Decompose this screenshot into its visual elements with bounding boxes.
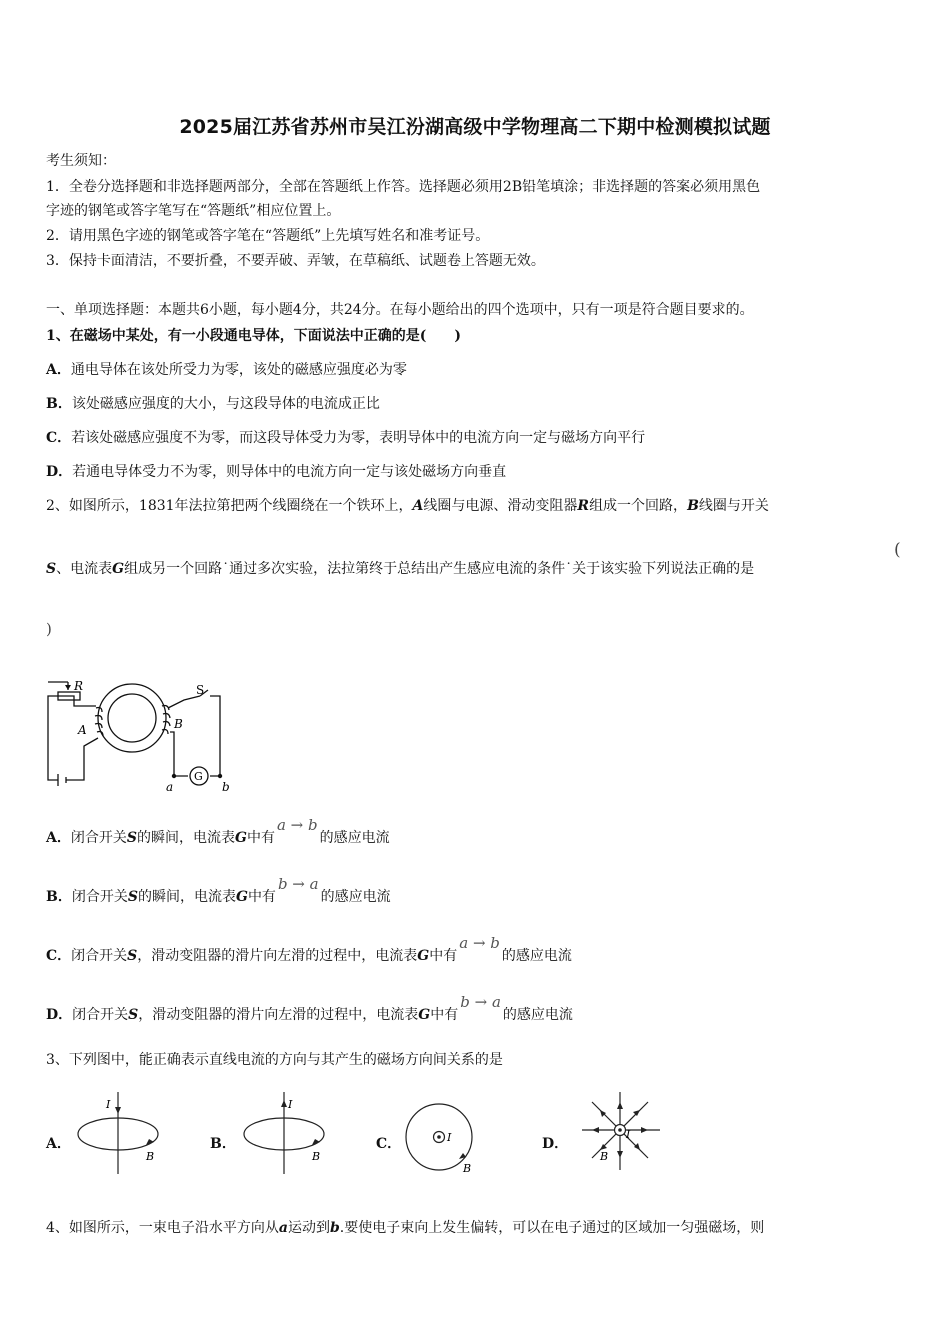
q3c-current-label: I: [447, 1131, 452, 1144]
faraday-ring-figure: [44, 676, 244, 796]
q3a-current-label: I: [106, 1098, 111, 1111]
notice-item: 字迹的钢笔或答字笔写在“答题纸”相应位置上。: [46, 203, 341, 219]
question-3-stem: 3、下列图中，能正确表示直线电流的方向与其产生的磁场方向间关系的是: [46, 1052, 503, 1068]
q3d-field-label: B: [600, 1150, 609, 1163]
q1-option-c[interactable]: C．若该处磁感应强度不为零，而这段导体受力为零，表明导体中的电流方向一定与磁场方向平行: [46, 430, 646, 446]
question-1-stem: 1、在磁场中某处，有一小段通电导体，下面说法中正确的是( ): [46, 328, 461, 344]
q1-option-b[interactable]: B．该处磁感应强度的大小，与这段导体的电流成正比: [46, 396, 380, 412]
notice-item: 3．保持卡面清洁，不要折叠，不要弄破、弄皱，在草稿纸、试题卷上答题无效。: [46, 253, 545, 269]
q3-option-b-label[interactable]: B．: [210, 1136, 236, 1152]
q1-option-d[interactable]: D．若通电导体受力不为零，则导体中的电流方向一定与该处磁场方向垂直: [46, 464, 507, 480]
q3-option-c-label[interactable]: C．: [376, 1136, 402, 1152]
notice-item: 2．请用黑色字迹的钢笔或答字笔在“答题纸”上先填写姓名和准考证号。: [46, 228, 490, 244]
fig-label-g: G: [194, 770, 203, 783]
q3d-current-label: I: [626, 1128, 631, 1141]
q3a-field-label: B: [146, 1150, 155, 1163]
open-paren: (: [894, 540, 901, 560]
fig-label-r: R: [74, 679, 84, 693]
fig-label-a-terminal: a: [166, 780, 174, 794]
q3-figure-a: [74, 1088, 169, 1178]
q3-figure-b: [240, 1088, 335, 1178]
q3-option-a-label[interactable]: A．: [46, 1136, 71, 1152]
q3-figure-d: [574, 1088, 669, 1178]
q3c-field-label: B: [463, 1162, 472, 1175]
q2-option-c[interactable]: C．闭合开关S，滑动变阻器的滑片向左滑的过程中，电流表G中有a → b的感应电流: [46, 934, 572, 964]
q1-option-a[interactable]: A．通电导体在该处所受力为零，该处的磁感应强度必为零: [46, 362, 407, 378]
q3-option-d-label[interactable]: D．: [542, 1136, 569, 1152]
fig-label-s: S: [196, 683, 205, 697]
notice-item: 1．全卷分选择题和非选择题两部分，全部在答题纸上作答。选择题必须用2B铅笔填涂；非选择题的答案必须用黑色: [46, 179, 761, 195]
q2-option-d[interactable]: D．闭合开关S，滑动变阻器的滑片向左滑的过程中，电流表G中有b → a的感应电流: [46, 993, 573, 1023]
q2-option-a[interactable]: A．闭合开关S的瞬间，电流表G中有a → b的感应电流: [46, 816, 390, 846]
section-heading: 一、单项选择题：本题共6小题，每小题4分，共24分。在每小题给出的四个选项中，只有一项是符合题目要求的。: [46, 302, 754, 318]
question-2-stem-line1: 2、如图所示，1831年法拉第把两个线圈绕在一个铁环上，A线圈与电源、滑动变阻器R组成一个回路，B线圈与开关: [46, 498, 769, 514]
fig-label-b-coil: B: [174, 717, 183, 731]
q2-option-b[interactable]: B．闭合开关S的瞬间，电流表G中有b → a的感应电流: [46, 875, 391, 905]
notice-heading: 考生须知：: [46, 153, 116, 169]
q3-figure-c: [400, 1100, 480, 1180]
question-2-stem-line2: S、电流表G组成另一个回路˙通过多次实验，法拉第终于总结出产生感应电流的条件˙关于该实验下列说法正确的是: [46, 561, 755, 577]
fig-label-a-coil: A: [78, 723, 87, 737]
question-4-stem: 4、如图所示，一束电子沿水平方向从a运动到b.要使电子束向上发生偏转，可以在电子通过的区域加一匀强磁场，则: [46, 1220, 765, 1236]
q3b-current-label: I: [288, 1098, 293, 1111]
q3b-field-label: B: [312, 1150, 321, 1163]
page-title: 2025届江苏省苏州市吴江汾湖高级中学物理高二下期中检测模拟试题: [179, 116, 771, 138]
fig-label-b-terminal: b: [222, 780, 230, 794]
close-paren: ): [46, 620, 52, 638]
